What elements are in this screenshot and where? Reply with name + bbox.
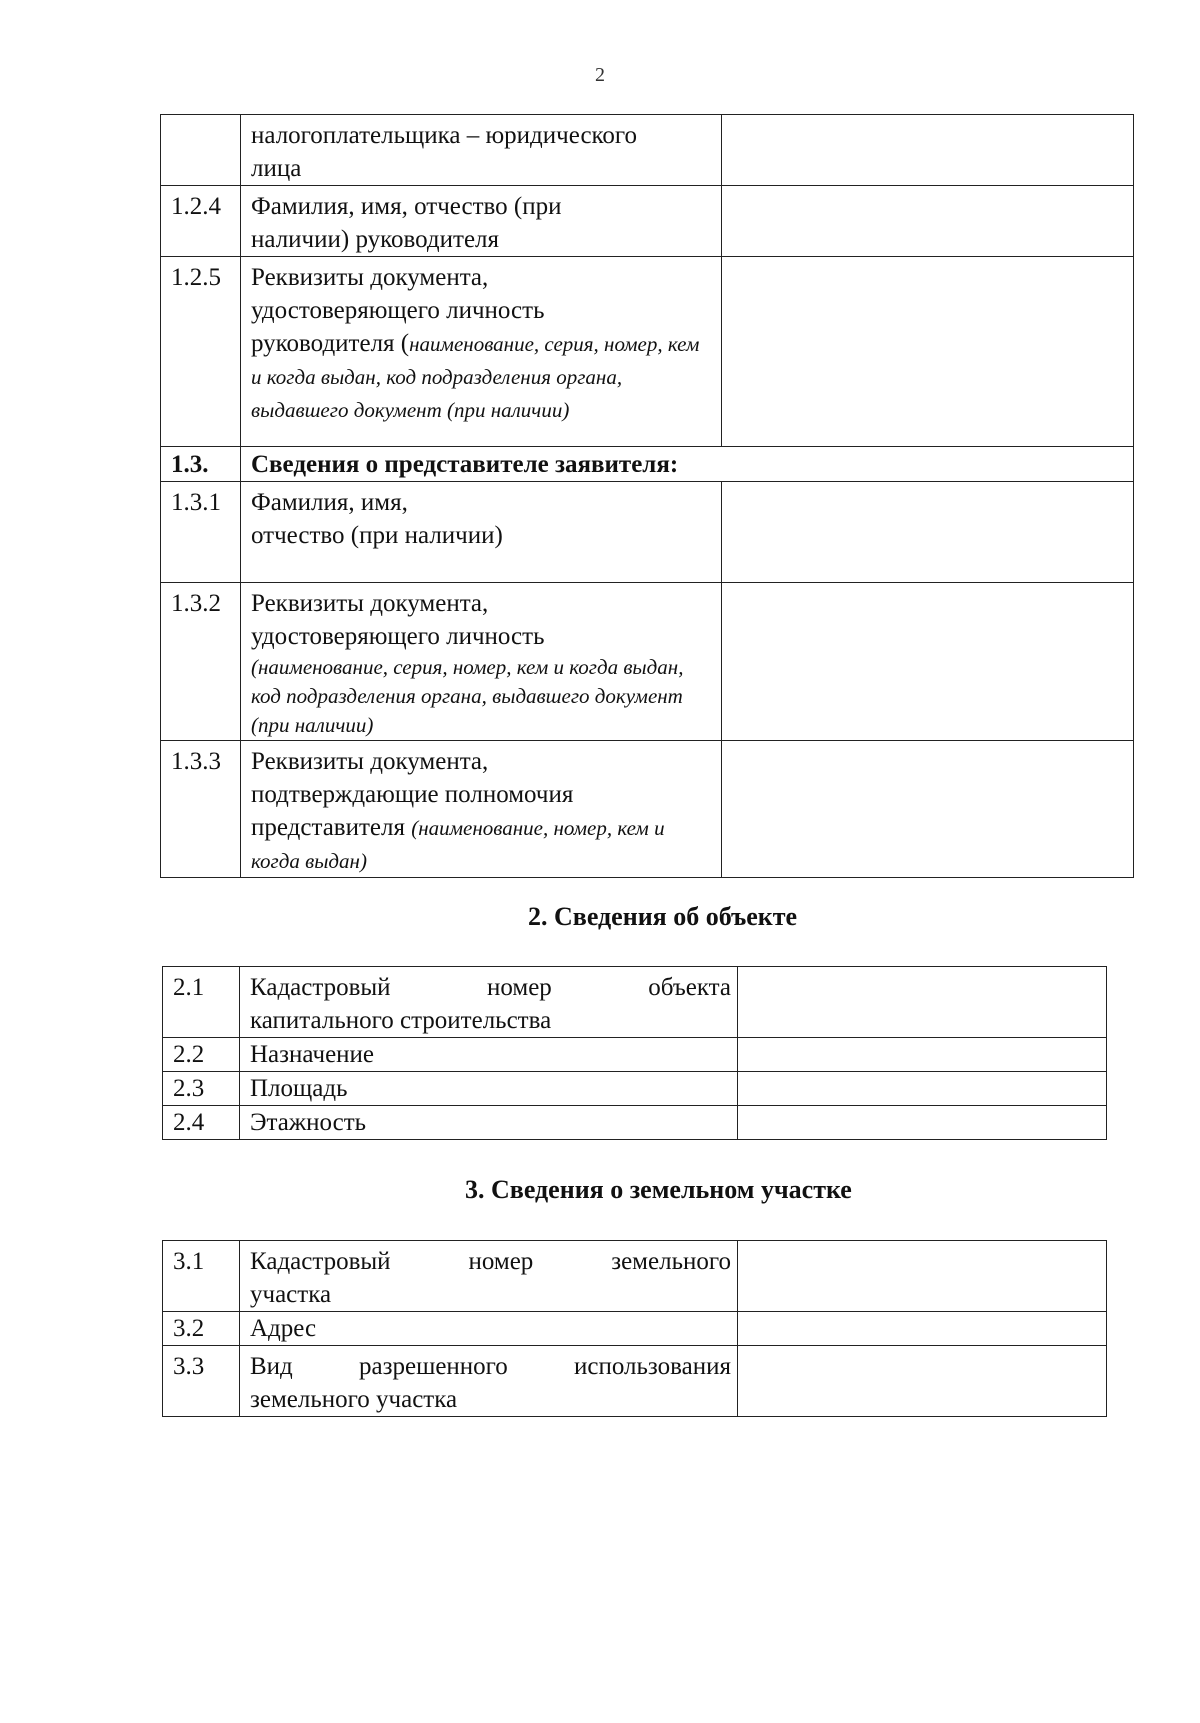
page-number: 2 [595,64,605,86]
row-number: 1.3.2 [161,583,241,741]
value-cell[interactable] [738,967,1107,1038]
table-row [161,115,1134,186]
value-cell[interactable] [722,741,1134,878]
table-row [163,1106,1107,1140]
applicant-details-table [160,114,1134,878]
row-label: налогоплательщика – юридического лица [241,115,722,186]
table-row [163,1072,1107,1106]
row-note: (наименование, серия, номер, кем и когда выдан, код подразделения органа, выдавшего документ (при наличии) [251,655,684,737]
row-note: наименование, серия, номер, кем и когда выдан, код подразделения органа, выдавшего документ (при наличии) [251,332,700,422]
row-number: 1.2.4 [161,186,241,257]
row-number: 3.1 [163,1241,240,1312]
row-label: Вид разрешенного использования земельного участка [240,1346,738,1417]
land-plot-details-table [162,1240,1107,1417]
row-number: 2.4 [163,1106,240,1140]
table-row [161,447,1134,482]
section-title: 3. Сведения о земельном участке [465,1175,852,1204]
table-row [161,186,1134,257]
row-label: Реквизиты документа, удостоверяющего личность руководителя (наименование, серия, номер, кем и когда выдан, код подразделения органа, выдавшего документ (при наличии) [241,257,722,447]
value-cell[interactable] [738,1072,1107,1106]
table-row [163,1312,1107,1346]
row-number [161,115,241,186]
row-number: 3.2 [163,1312,240,1346]
value-cell[interactable] [738,1346,1107,1417]
object-details-table [162,966,1107,1140]
row-label: Этажность [240,1106,738,1140]
row-label: Кадастровый номер объекта капитального строительства [240,967,738,1038]
table-row [163,1038,1107,1072]
value-cell[interactable] [722,115,1134,186]
row-label: Адрес [240,1312,738,1346]
value-cell[interactable] [738,1106,1107,1140]
value-cell[interactable] [738,1241,1107,1312]
row-number: 1.2.5 [161,257,241,447]
row-number: 2.2 [163,1038,240,1072]
row-number: 1.3.1 [161,482,241,583]
row-note: (наименование, номер, кем и когда выдан) [251,816,665,873]
value-cell[interactable] [722,257,1134,447]
table-row [161,257,1134,447]
value-cell[interactable] [722,482,1134,583]
table-row [161,482,1134,583]
row-number: 1.3.3 [161,741,241,878]
section-subheading: Сведения о представителе заявителя: [241,447,1134,482]
table-row [163,1241,1107,1312]
row-number: 2.3 [163,1072,240,1106]
row-label: Кадастровый номер земельного участка [240,1241,738,1312]
value-cell[interactable] [722,186,1134,257]
table-row [163,1346,1107,1417]
value-cell[interactable] [722,583,1134,741]
row-label: Назначение [240,1038,738,1072]
row-number: 1.3. [161,447,241,482]
row-label: Реквизиты документа, удостоверяющего личность (наименование, серия, номер, кем и когда выдан, код подразделения органа, выдавшего документ (при наличии) [241,583,722,741]
row-label: Фамилия, имя, отчество (при наличии) руководителя [241,186,722,257]
section-title: 2. Сведения об объекте [528,902,798,931]
row-label: Реквизиты документа, подтверждающие полномочия представителя (наименование, номер, кем и когда выдан) [241,741,722,878]
table-row [161,583,1134,741]
value-cell[interactable] [738,1038,1107,1072]
row-number: 3.3 [163,1346,240,1417]
row-number: 2.1 [163,967,240,1038]
row-label: Фамилия, имя, отчество (при наличии) [241,482,722,583]
table-row [163,967,1107,1038]
value-cell[interactable] [738,1312,1107,1346]
table-row [161,741,1134,878]
row-label: Площадь [240,1072,738,1106]
